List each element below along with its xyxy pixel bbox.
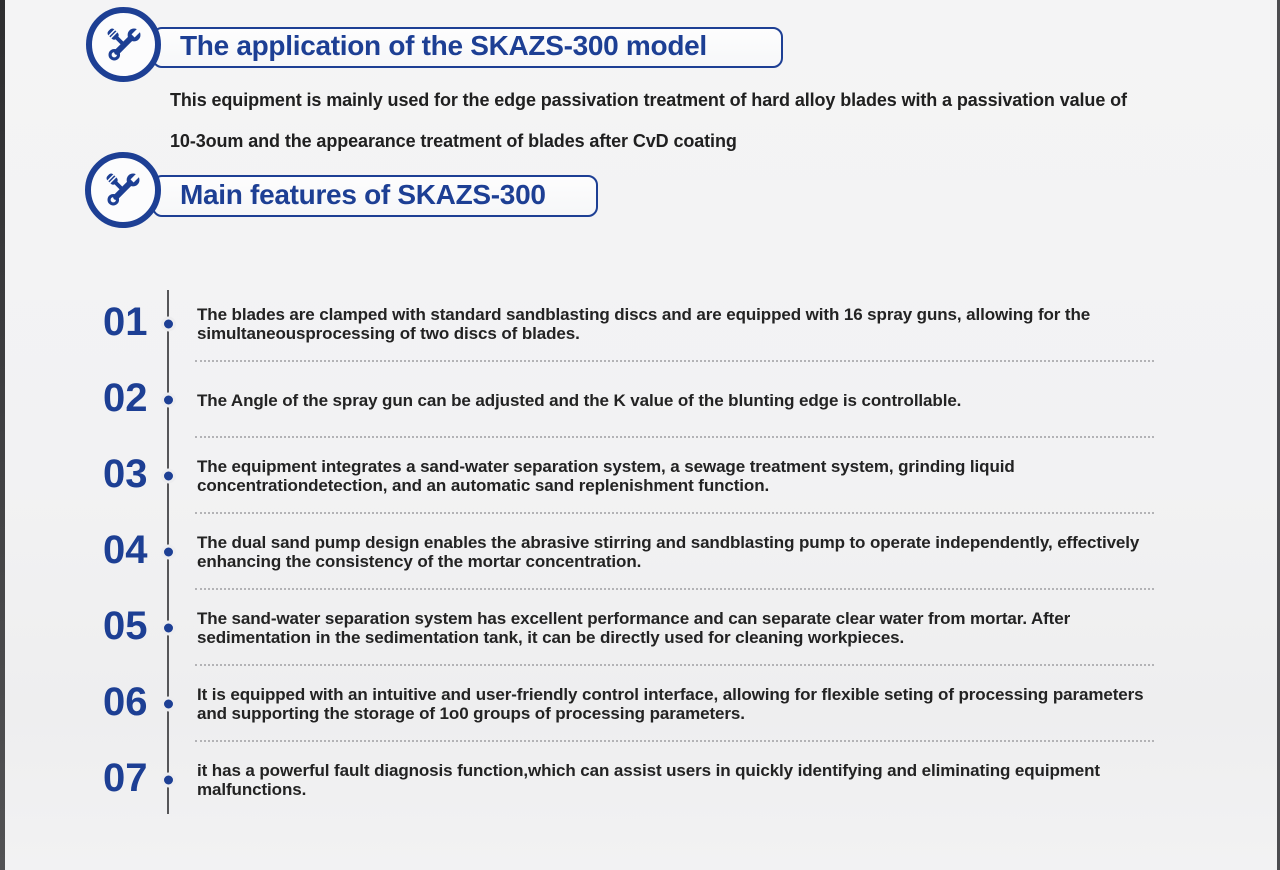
description-line-1: This equipment is mainly used for the edge passivation treatment of hard alloy blades with a passivation value of <box>170 90 1127 110</box>
timeline-dot-icon <box>161 773 176 788</box>
tools-icon <box>86 7 161 82</box>
description-line-2: 10-3oum and the appearance treatment of blades after CvD coating <box>170 131 737 151</box>
feature-row <box>103 362 1162 438</box>
feature-text: It is equipped with an intuitive and user-friendly control interface, allowing for flexible seting of processing parameters and supporting the storage of 1o0 groups of processing parameters. <box>197 685 1144 723</box>
feature-text: The Angle of the spray gun can be adjusted and the K value of the blunting edge is controllable. <box>197 390 962 410</box>
feature-text: The dual sand pump design enables the abrasive stirring and sandblasting pump to operate independently, effectively enhancing the consistency of the mortar concentration. <box>197 533 1140 571</box>
timeline-dot-icon <box>161 393 176 408</box>
timeline-dot-icon <box>161 545 176 560</box>
feature-row <box>103 438 1162 514</box>
feature-text: The blades are clamped with standard sandblasting discs and are equipped with 16 spray guns, allowing for the simultaneousprocessing of two discs of blades. <box>197 305 1091 343</box>
feature-number: 04 <box>103 528 148 572</box>
features-title-box <box>152 175 598 217</box>
tools-icon <box>85 152 161 228</box>
timeline-dot-icon <box>161 469 176 484</box>
application-title-box <box>152 27 783 68</box>
feature-text: The equipment integrates a sand-water separation system, a sewage treatment system, grinding liquid concentrationdetection, and an automatic sand replenishment function. <box>197 457 1015 495</box>
feature-row <box>103 286 1162 362</box>
feature-number: 06 <box>103 680 148 724</box>
feature-text: The sand-water separation system has excellent performance and can separate clear water from mortar. After sedimentation in the sedimentation tank, it can be directly used for cleaning workpieces. <box>197 609 1071 647</box>
left-edge-bar <box>0 0 5 870</box>
feature-row <box>103 514 1162 590</box>
feature-number: 01 <box>103 300 148 344</box>
application-title: The application of the SKAZS-300 model <box>180 30 707 61</box>
application-description <box>170 80 1218 162</box>
feature-row <box>103 666 1162 742</box>
feature-row <box>103 590 1162 666</box>
timeline-dot-icon <box>161 697 176 712</box>
feature-number: 07 <box>103 756 148 800</box>
feature-number: 03 <box>103 452 148 496</box>
features-title: Main features of SKAZS-300 <box>180 178 546 210</box>
timeline-dot-icon <box>161 317 176 332</box>
feature-number: 02 <box>103 376 148 420</box>
feature-number: 05 <box>103 604 148 648</box>
features-list <box>103 286 1162 818</box>
timeline-dot-icon <box>161 621 176 636</box>
feature-text: it has a powerful fault diagnosis function,which can assist users in quickly identifying and eliminating equipment malfunctions. <box>197 761 1100 799</box>
feature-row <box>103 742 1162 818</box>
